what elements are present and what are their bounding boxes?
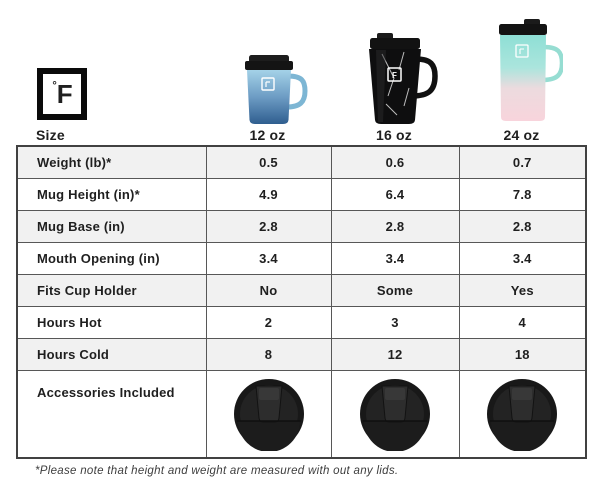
cell-value: 3.4 [331,242,459,274]
mug-lid [499,24,547,35]
cell-value: 6.4 [331,178,459,210]
mug-lid-image [358,377,432,451]
row-label: Hours Cold [17,338,206,370]
mug-lid-image [485,377,559,451]
product-image-24oz-mint-pink-ombre-mug [487,13,563,126]
cell-value: Yes [459,274,586,306]
size-column-header: Size [36,127,65,143]
table-row [17,146,586,178]
accessory-cell [206,370,331,458]
cell-value: 12 [331,338,459,370]
table-row [17,306,586,338]
mug-lid [370,38,420,49]
svg-text:F: F [392,71,397,80]
row-label: Accessories Included [17,370,206,458]
table-row [17,274,586,306]
row-label: Mouth Opening (in) [17,242,206,274]
column-header-24oz: 24 oz [503,127,540,143]
brand-logo [37,68,87,120]
table-row [17,242,586,274]
table-row-accessories [17,370,586,458]
row-label: Fits Cup Holder [17,274,206,306]
measurement-footnote: *Please note that height and weight are measured with out any lids. [35,465,399,477]
cell-value: Some [331,274,459,306]
cell-value: 2 [206,306,331,338]
logo-letter: F [56,79,72,109]
cell-value: 18 [459,338,586,370]
cell-value: 4 [459,306,586,338]
cell-value: 2.8 [206,210,331,242]
accessory-cell [331,370,459,458]
table-row [17,210,586,242]
accessory-cell [459,370,586,458]
cell-value: 8 [206,338,331,370]
column-header-16oz: 16 oz [375,127,412,143]
cell-value: 3.4 [206,242,331,274]
product-image-12oz-blue-ombre-mug [230,52,310,126]
product-image-16oz-black-marble-mug [352,28,438,126]
cell-value: 4.9 [206,178,331,210]
column-header-12oz: 12 oz [249,127,286,143]
cell-value: 0.6 [331,146,459,178]
row-label: Mug Base (in) [17,210,206,242]
mug-lid [245,61,293,70]
cell-value: 0.5 [206,146,331,178]
spec-table [16,145,587,459]
table-row [17,178,586,210]
mug-body [500,35,546,121]
table-row [17,338,586,370]
row-label: Mug Height (in)* [17,178,206,210]
cell-value: 3.4 [459,242,586,274]
row-label: Weight (lb)* [17,146,206,178]
cell-value: No [206,274,331,306]
row-label: Hours Hot [17,306,206,338]
cell-value: 2.8 [459,210,586,242]
cell-value: 7.8 [459,178,586,210]
mug-lid-image [232,377,306,451]
cell-value: 3 [331,306,459,338]
logo-degree-symbol: ° [52,80,57,92]
cell-value: 0.7 [459,146,586,178]
cell-value: 2.8 [331,210,459,242]
